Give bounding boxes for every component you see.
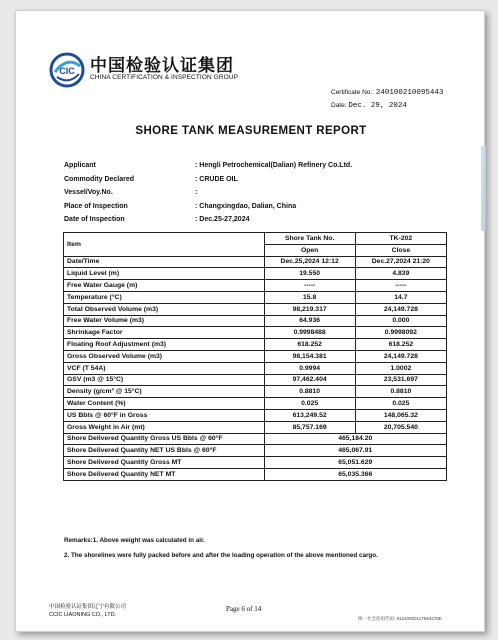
shore-tank-header: Shore Tank No. (264, 233, 355, 245)
row-label: Free Water Volume (m3) (64, 315, 265, 327)
cic-logo-icon (49, 52, 85, 88)
report-page (15, 10, 485, 632)
info-row: Vessel/Voy.No. : (64, 189, 198, 197)
table-row (64, 362, 447, 374)
table-row (64, 280, 447, 292)
close-value: 24,149.728 (355, 303, 446, 315)
table-row (64, 303, 447, 315)
table-header-row (64, 233, 447, 245)
total-row (64, 468, 447, 480)
measurement-table (63, 232, 447, 481)
info-row: Date of Inspection : Dec.25-27,2024 (64, 216, 250, 224)
row-label: Water Content (%) (64, 398, 265, 410)
total-row (64, 445, 447, 457)
close-value: 618.252 (355, 339, 446, 351)
row-label: GSV (m3 @ 15°C) (64, 374, 265, 386)
total-value: 65,051.629 (264, 457, 446, 469)
table-row (64, 350, 447, 362)
table-row (64, 339, 447, 351)
report-title: SHORE TANK MEASUREMENT REPORT (135, 125, 367, 137)
open-value: 0.8810 (264, 386, 355, 398)
row-label: Free Water Gauge (m) (64, 280, 265, 292)
footer-company: 中国检验认证集团辽宁有限公司 CCIC LIAONING CO., LTD. (49, 604, 127, 618)
close-value: 0.025 (355, 398, 446, 410)
table-row (64, 421, 447, 433)
close-value: 0.8810 (355, 386, 446, 398)
info-row: Applicant : Hengli Petrochemical(Dalian) Refinery Co.Ltd. (64, 162, 353, 170)
row-label: Density (g/cm³ @ 15°C) (64, 386, 265, 398)
open-value: 64.936 (264, 315, 355, 327)
close-value: 14.7 (355, 291, 446, 303)
svg-text:CIC: CIC (59, 66, 75, 76)
total-label: Shore Delivered Quantity Gross MT (64, 457, 265, 469)
total-value: 465,067.91 (264, 445, 446, 457)
open-value: 15.8 (264, 291, 355, 303)
row-label: Date/Time (64, 256, 265, 268)
close-value: 24,149.728 (355, 350, 446, 362)
row-label: US Bbls @ 60°F in Gross (64, 409, 265, 421)
tank-id-header: TK-202 (355, 233, 446, 245)
close-value: 4.839 (355, 268, 446, 280)
total-label: Shore Delivered Quantity Gross US Bbls @ 60°F (64, 433, 265, 445)
remark-line-1: Remarks:1. Above weight was calculated in air. (64, 537, 205, 544)
open-value: 0.025 (264, 398, 355, 410)
total-value: 65,035.366 (264, 468, 446, 480)
table-row (64, 409, 447, 421)
page-number: Page 6 of 14 (226, 605, 262, 613)
item-header: Item (64, 233, 265, 257)
close-header: Close (355, 244, 446, 256)
org-name-cn: 中国检验认证集团 (90, 56, 234, 76)
table-row (64, 291, 447, 303)
row-label: Shrinkage Factor (64, 327, 265, 339)
table-row (64, 268, 447, 280)
open-value: 98,154.381 (264, 350, 355, 362)
close-value: ----- (355, 280, 446, 292)
table-row (64, 398, 447, 410)
open-value: 618.252 (264, 339, 355, 351)
row-label: Floating Roof Adjustment (m3) (64, 339, 265, 351)
open-value: 98,219.317 (264, 303, 355, 315)
close-value: 0.9998092 (355, 327, 446, 339)
row-label: Total Observed Volume (m3) (64, 303, 265, 315)
close-value: Dec.27,2024 21:20 (355, 256, 446, 268)
row-label: Gross Observed Volume (m3) (64, 350, 265, 362)
total-row (64, 433, 447, 445)
open-value: 0.9998488 (264, 327, 355, 339)
table-row (64, 374, 447, 386)
open-value: 97,462.404 (264, 374, 355, 386)
row-label: Temperature (°C) (64, 291, 265, 303)
org-name-en: CHINA CERTIFICATION & INSPECTION GROUP (90, 74, 239, 81)
open-value: 85,757.169 (264, 421, 355, 433)
report-date: Date: Dec. 29, 2024 (331, 102, 407, 110)
open-value: 19.550 (264, 268, 355, 280)
open-value: ----- (264, 280, 355, 292)
info-row: Place of Inspection : Changxingdao, Dalian, China (64, 202, 297, 210)
table-row (64, 256, 447, 268)
row-label: VCF (T 54A) (64, 362, 265, 374)
open-value: 0.9994 (264, 362, 355, 374)
total-value: 465,184.20 (264, 433, 446, 445)
close-value: 1.0002 (355, 362, 446, 374)
close-value: 148,065.32 (355, 409, 446, 421)
total-row (64, 457, 447, 469)
total-label: Shore Delivered Quantity NET MT (64, 468, 265, 480)
row-label: Liquid Level (m) (64, 268, 265, 280)
inspection-info (64, 159, 352, 227)
remarks (64, 533, 378, 563)
close-value: 0.000 (355, 315, 446, 327)
remark-line-2: 2. The shorelines were fully packed before and after the loading operation of the above mentioned cargo. (64, 552, 378, 559)
side-seal-strip (481, 146, 486, 231)
open-header: Open (264, 244, 355, 256)
table-row (64, 386, 447, 398)
close-value: 23,531.697 (355, 374, 446, 386)
close-value: 20,705.540 (355, 421, 446, 433)
certificate-number: Certificate No.: 240100210095443 (331, 89, 444, 97)
total-label: Shore Delivered Quantity NET US Bbls @ 60°F (64, 445, 265, 457)
table-row (64, 315, 447, 327)
open-value: Dec.25,2024 12:12 (264, 256, 355, 268)
info-row: Commodity Declared : CRUDE OIL (64, 175, 238, 183)
row-label: Gross Weight in Air (mt) (64, 421, 265, 433)
table-row (64, 327, 447, 339)
open-value: 613,249.52 (264, 409, 355, 421)
footer-code: 统一社会信用代码: 91210000117584478E (358, 616, 442, 621)
